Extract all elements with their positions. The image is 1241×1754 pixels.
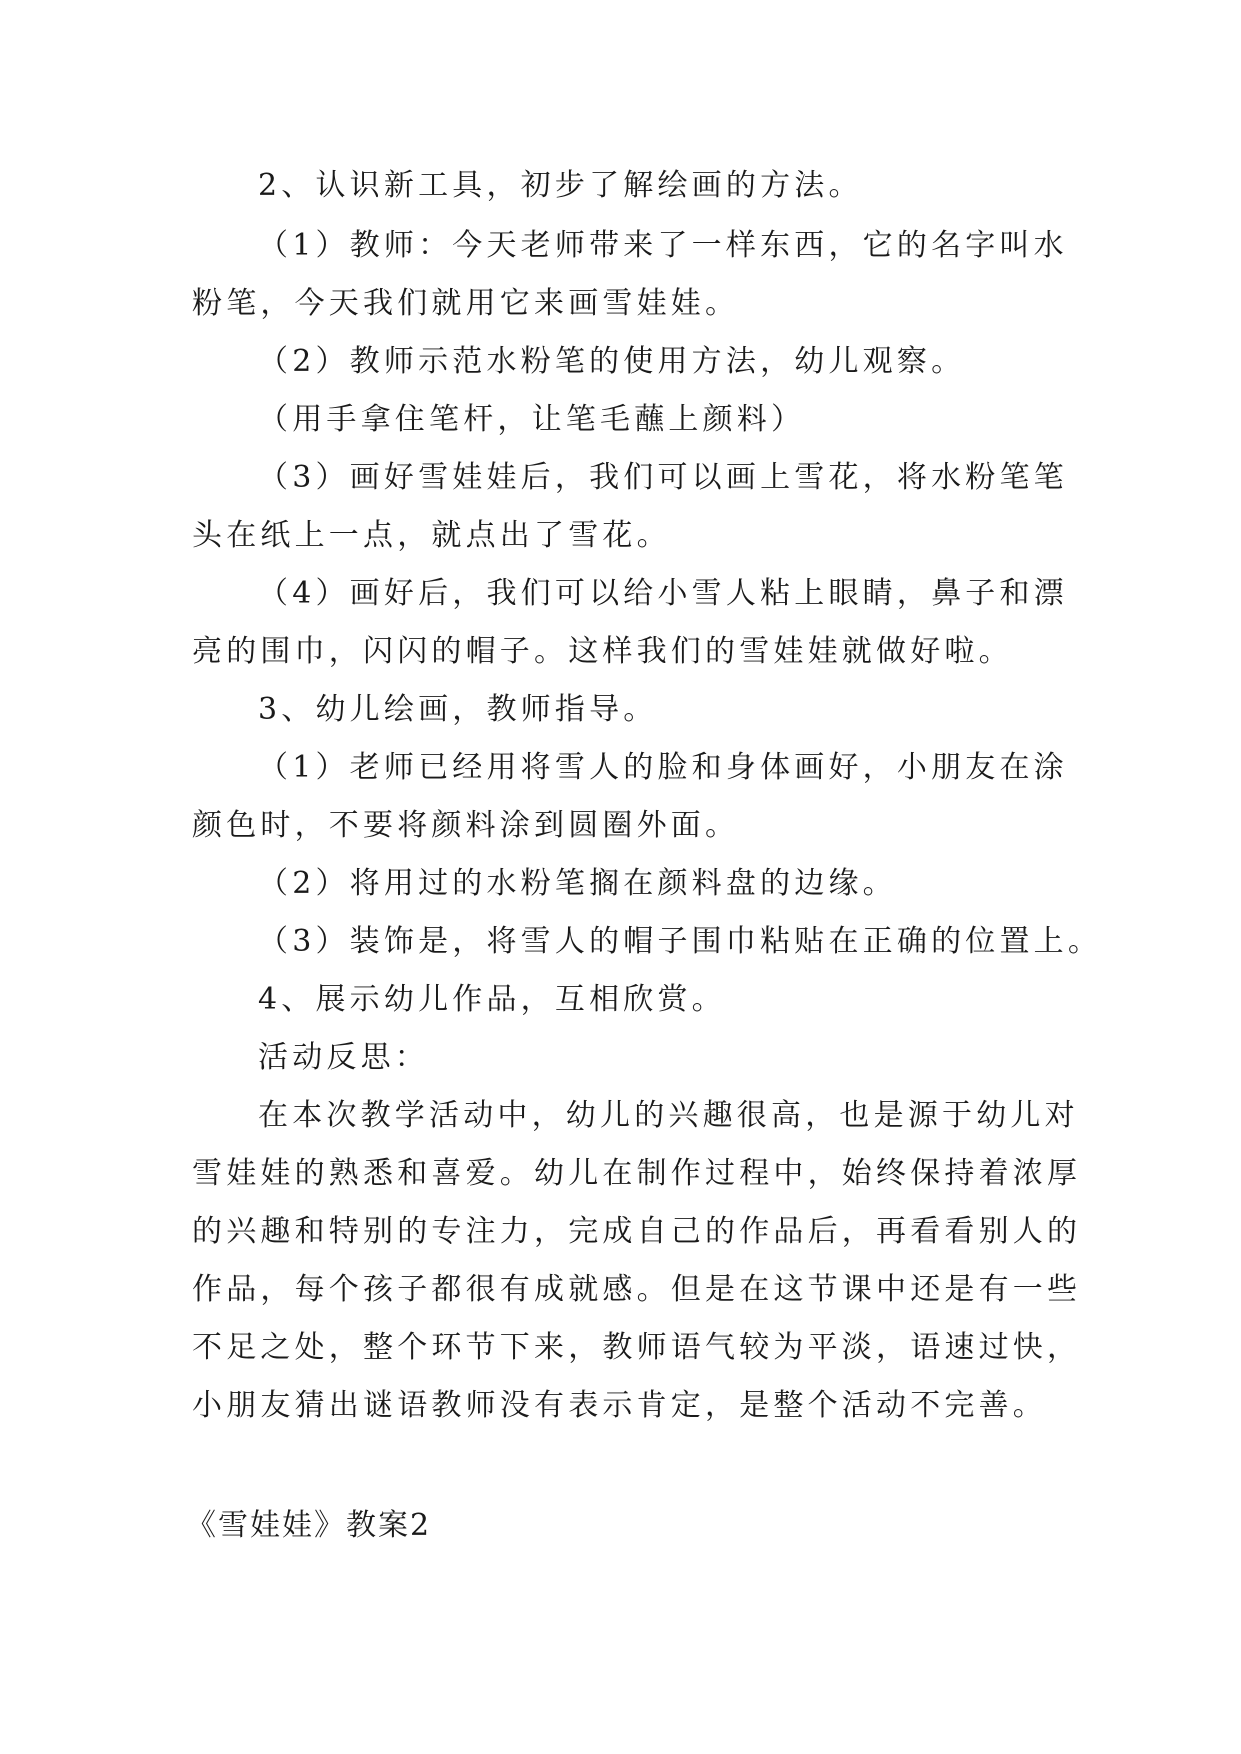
paragraph-line: 不足之处，整个环节下来，教师语气较为平淡，语速过快， [192, 1330, 1082, 1365]
paragraph-line: （4）画好后，我们可以给小雪人粘上眼睛，鼻子和漂 [258, 576, 1068, 611]
paragraph-line: （2）将用过的水粉笔搁在颜料盘的边缘。 [258, 866, 897, 901]
paragraph-line: 粉笔，今天我们就用它来画雪娃娃。 [192, 286, 740, 321]
paragraph-line: 颜色时，不要将颜料涂到圆圈外面。 [192, 808, 740, 843]
paragraph-line: 雪娃娃的熟悉和喜爱。幼儿在制作过程中，始终保持着浓厚 [192, 1156, 1082, 1191]
paragraph-line: （用手拿住笔杆，让笔毛蘸上颜料） [258, 402, 806, 437]
paragraph-line: 小朋友猜出谜语教师没有表示肯定，是整个活动不完善。 [192, 1388, 1047, 1423]
paragraph-line: （3）画好雪娃娃后，我们可以画上雪花，将水粉笔笔 [258, 460, 1068, 495]
paragraph-line: （1）教师：今天老师带来了一样东西，它的名字叫水 [258, 228, 1068, 263]
paragraph-line: （2）教师示范水粉笔的使用方法，幼儿观察。 [258, 344, 966, 379]
paragraph-line: 3、幼儿绘画，教师指导。 [258, 692, 658, 727]
paragraph-line: 4、展示幼儿作品，互相欣赏。 [258, 982, 726, 1017]
paragraph-line: （1）老师已经用将雪人的脸和身体画好，小朋友在涂 [258, 750, 1068, 785]
paragraph-line: 的兴趣和特别的专注力，完成自己的作品后，再看看别人的 [192, 1214, 1082, 1249]
section-title: 《雪娃娃》教案2 [186, 1508, 432, 1543]
paragraph-line: 活动反思： [258, 1040, 429, 1075]
paragraph-line: （3）装饰是，将雪人的帽子围巾粘贴在正确的位置上。 [258, 924, 1103, 959]
paragraph-line: 作品，每个孩子都很有成就感。但是在这节课中还是有一些 [192, 1272, 1082, 1307]
paragraph-line: 亮的围巾，闪闪的帽子。这样我们的雪娃娃就做好啦。 [192, 634, 1013, 669]
paragraph-line: 头在纸上一点，就点出了雪花。 [192, 518, 671, 553]
paragraph-line: 在本次教学活动中，幼儿的兴趣很高，也是源于幼儿对 [258, 1098, 1079, 1133]
paragraph-line: 2、认识新工具，初步了解绘画的方法。 [258, 168, 863, 203]
